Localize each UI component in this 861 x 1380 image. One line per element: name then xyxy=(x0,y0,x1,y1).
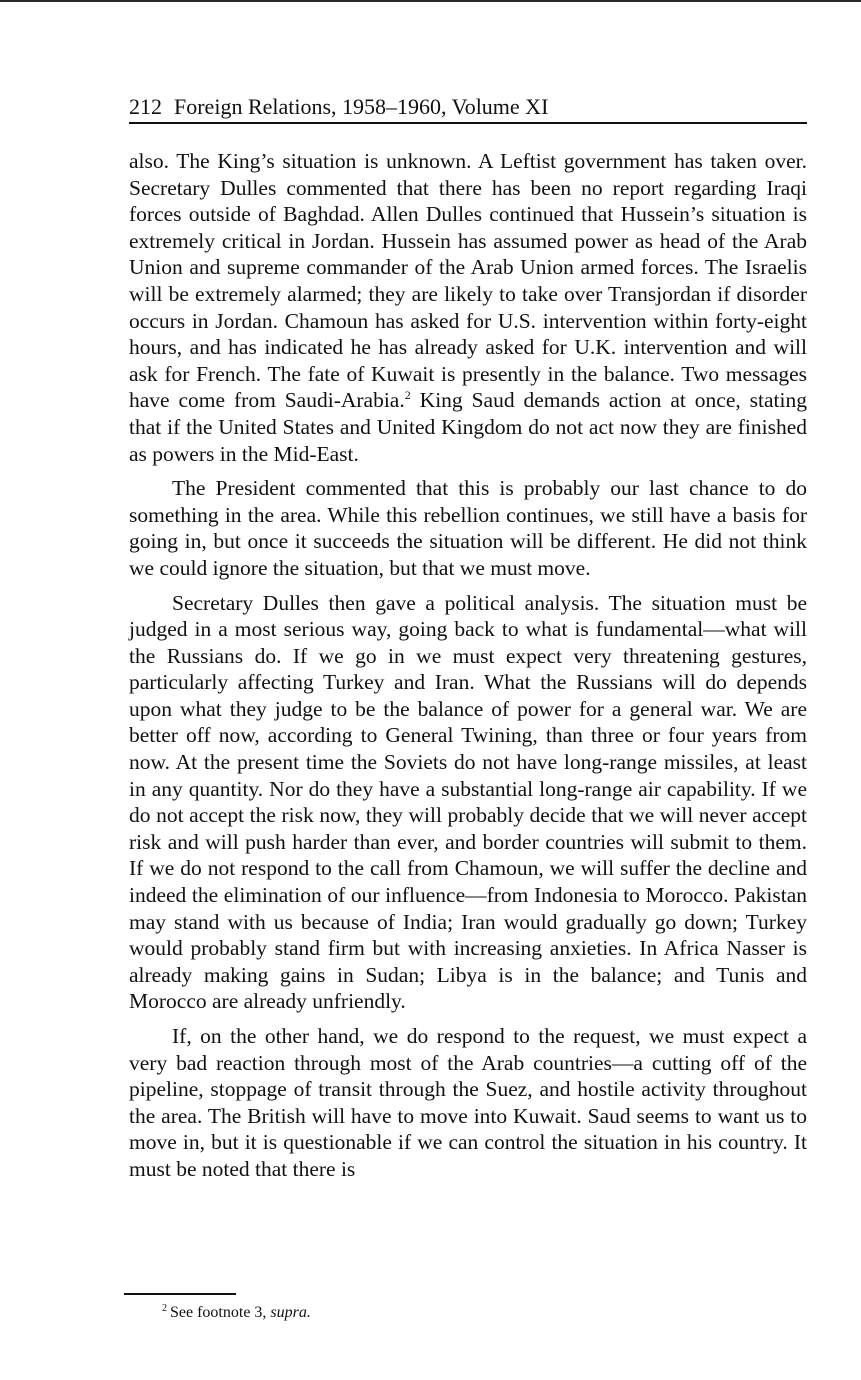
running-header xyxy=(129,92,807,124)
paragraph-2: The President commented that this is probably our last chance to do something in the area. While this rebellion continues, we still have a basis for going in, but once it succeeds the situation will be different. He did not think we could ignore the situation, but that we must move. xyxy=(129,476,807,580)
footnote-reference: 2 xyxy=(404,388,411,403)
paragraph-1 xyxy=(129,148,807,467)
paragraph-1-text-a: also. The King’s situation is unknown. A Leftist government has taken over. Secretary Dulles commented that there has been no report regarding Iraqi forces outside of Baghdad. Allen Dulles continued that Hussein’s situation is extremely critical in Jordan. Hussein has assumed power as head of the Arab Union and supreme commander of the Arab Union armed forces. The Israelis will be extremely alarmed; they are likely to take over Transjordan if disorder occurs in Jordan. Chamoun has asked for U.S. intervention within forty-eight hours, and has indicated he has already asked for U.K. intervention and will ask for French. The fate of Kuwait is presently in the balance. Two messages have come from Saudi-Arabia. xyxy=(129,149,807,413)
body-text xyxy=(129,148,807,1191)
paragraph-3: Secretary Dulles then gave a political analysis. The situation must be judged in a most serious way, going back to what is fundamental—what will the Russians do. If we go in we must expect very threatening gestures, particularly affecting Turkey and Iran. What the Russians will do depends upon what they judge to be the balance of power for a general war. We are better off now, according to General Twining, than three or four years from now. At the present time the Soviets do not have long-range missiles, at least in any quantity. Nor do they have a substantial long-range air capability. If we do not accept the risk now, they will probably decide that we will never accept risk and will push harder than ever, and border countries will submit to them. If we do not respond to the call from Chamoun, we will suffer the decline and indeed the elimination of our influence—from Indonesia to Morocco. Pakistan may stand with us because of India; Iran would gradually go down; Turkey would probably stand firm but with increasing anxieties. In Africa Nasser is already making gains in Sudan; Libya is in the balance; and Tunis and Morocco are already unfriendly. xyxy=(129,590,807,1014)
footnote-italic: supra. xyxy=(270,1304,311,1321)
page-number: 212 xyxy=(129,94,162,119)
paragraph-1-text-b: King Saud demands action at once, stating that if the United States and United Kingdom do not act now they are finished as powers in the Mid-East. xyxy=(129,388,807,466)
running-title: Foreign Relations, 1958–1960, Volume XI xyxy=(174,94,549,119)
paragraph-4: If, on the other hand, we do respond to the request, we must expect a very bad reaction through most of the Arab countries—a cutting off of the pipeline, stoppage of transit through the Suez, and hostile activity throughout the area. The British will have to move into Kuwait. Saud seems to want us to move in, but it is questionable if we can control the situation in his country. It must be noted that there is xyxy=(129,1024,807,1181)
footnote xyxy=(162,1302,311,1324)
footnote-number: 2 xyxy=(162,1303,167,1314)
top-edge-rule xyxy=(0,0,861,2)
footnote-text: See footnote 3, xyxy=(170,1304,271,1321)
footnote-divider xyxy=(124,1293,236,1295)
